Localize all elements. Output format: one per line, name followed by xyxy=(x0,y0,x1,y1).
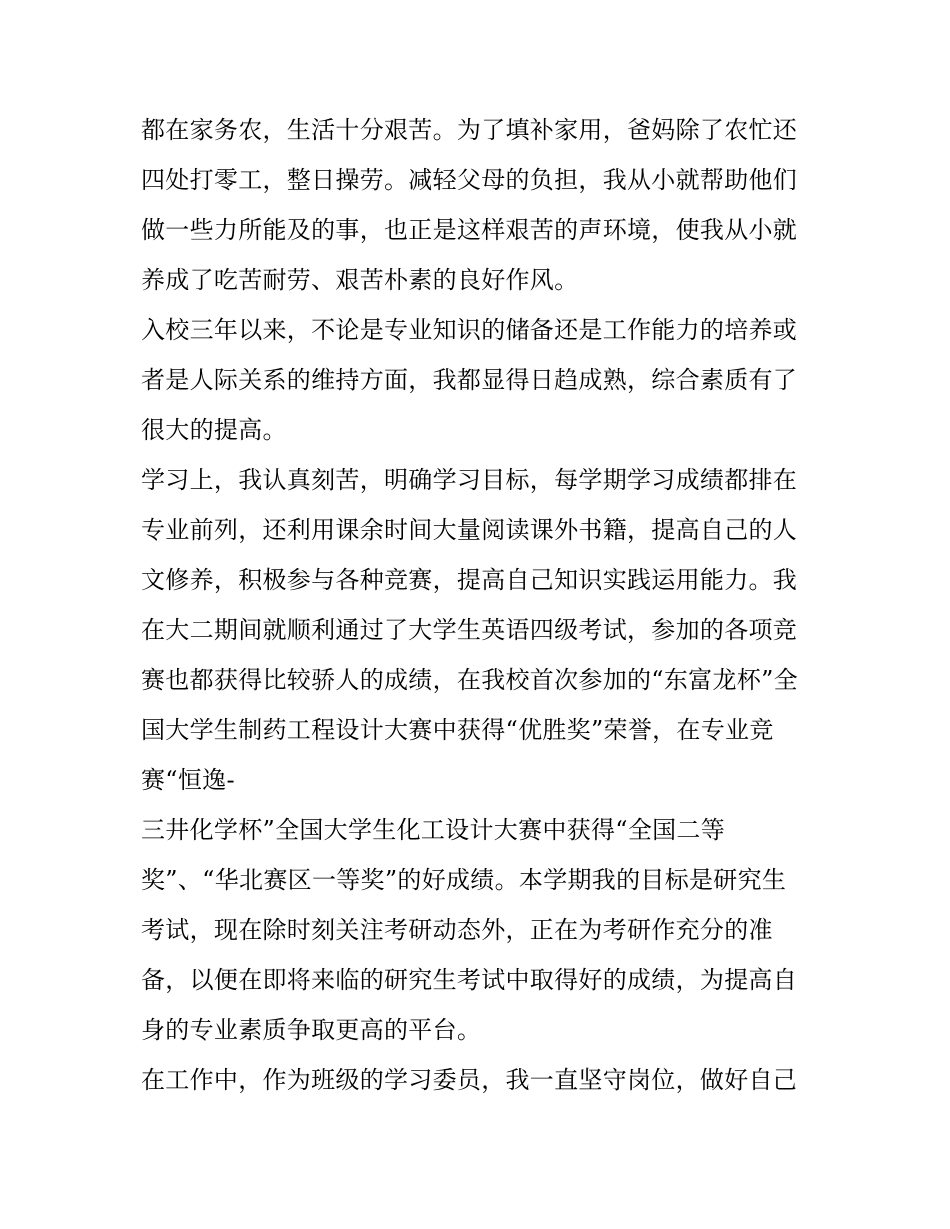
text-line: 很大的提高。 xyxy=(141,416,287,444)
text-line: 文修养，积极参与各种竞赛，提高自己知识实践运用能力。我 xyxy=(141,566,798,594)
text-line: 奖”、“华北赛区一等奖”的好成绩。本学期我的目标是研究生 xyxy=(141,866,787,894)
text-line: 学习上，我认真刻苦，明确学习目标，每学期学习成绩都排在 xyxy=(141,466,798,494)
text-line: 赛“恒逸- xyxy=(141,766,235,794)
text-line: 入校三年以来，不论是专业知识的储备还是工作能力的培养或 xyxy=(141,316,798,344)
text-line: 备，以便在即将来临的研究生考试中取得好的成绩，为提高自 xyxy=(141,966,798,994)
text-line: 都在家务农，生活十分艰苦。为了填补家用，爸妈除了农忙还 xyxy=(141,116,798,144)
text-line: 三井化学杯”全国大学生化工设计大赛中获得“全国二等 xyxy=(141,816,726,844)
text-line: 四处打零工，整日操劳。减轻父母的负担，我从小就帮助他们 xyxy=(141,166,798,194)
text-line: 在工作中，作为班级的学习委员，我一直坚守岗位，做好自己 xyxy=(141,1066,798,1094)
text-line: 身的专业素质争取更高的平台。 xyxy=(141,1016,482,1044)
text-line: 在大二期间就顺利通过了大学生英语四级考试，参加的各项竞 xyxy=(141,616,798,644)
text-line: 考试，现在除时刻关注考研动态外，正在为考研作充分的准 xyxy=(141,916,773,944)
text-line: 国大学生制药工程设计大赛中获得“优胜奖”荣誉，在专业竞 xyxy=(141,716,774,744)
text-line: 赛也都获得比较骄人的成绩，在我校首次参加的“东富龙杯”全 xyxy=(141,666,798,694)
document-body xyxy=(141,105,821,1105)
text-line: 做一些力所能及的事，也正是这样艰苦的声环境，使我从小就 xyxy=(141,216,798,244)
text-line: 者是人际关系的维持方面，我都显得日趋成熟，综合素质有了 xyxy=(141,366,798,394)
text-line: 养成了吃苦耐劳、艰苦朴素的良好作风。 xyxy=(141,266,579,294)
text-line: 专业前列，还利用课余时间大量阅读课外书籍，提高自己的人 xyxy=(141,516,798,544)
